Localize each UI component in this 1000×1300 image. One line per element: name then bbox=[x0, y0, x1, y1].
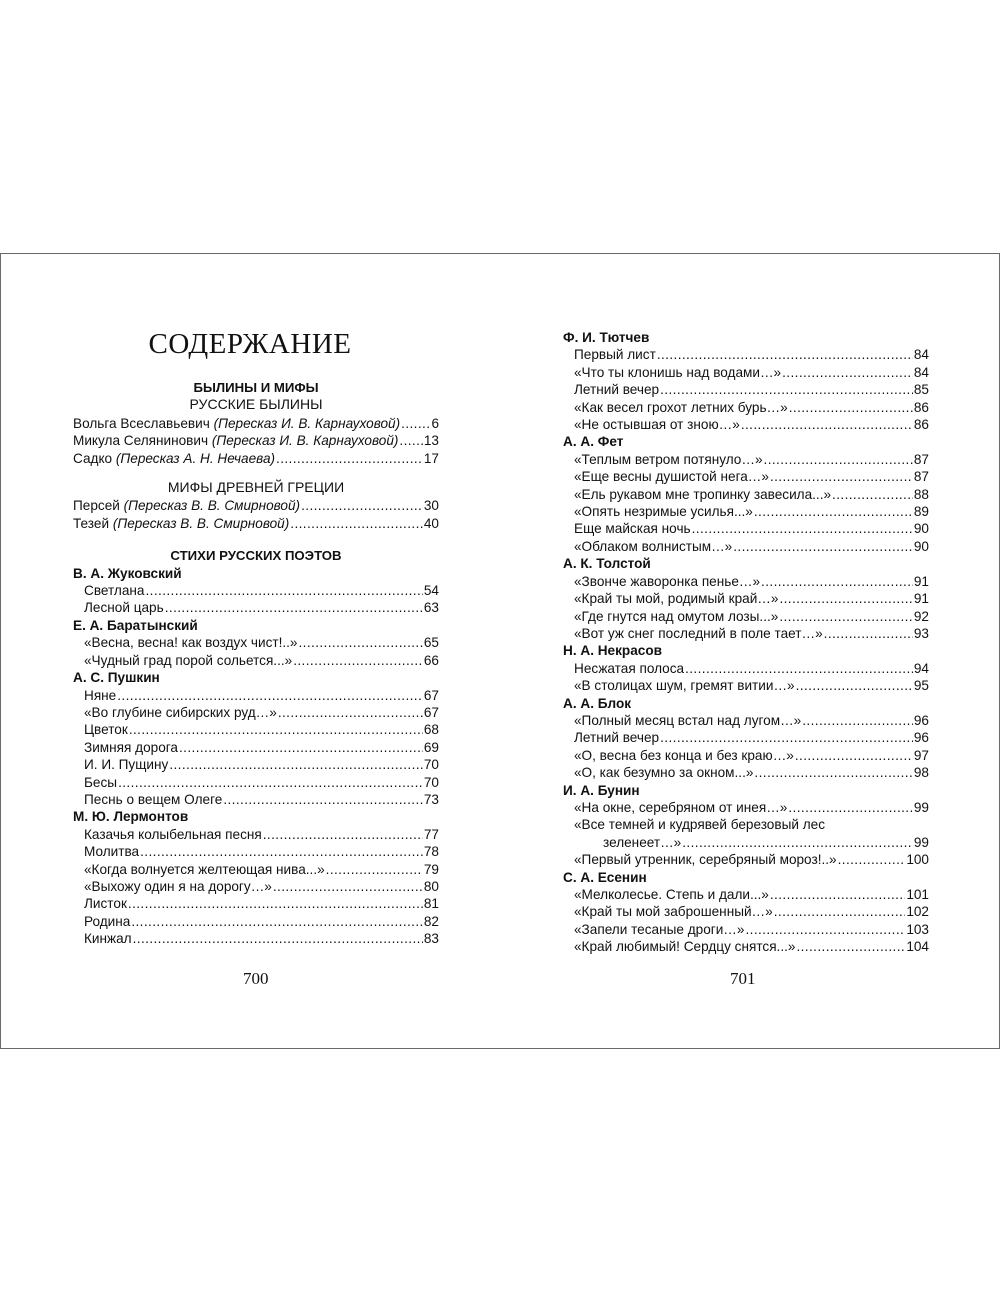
entry-page-number: 30 bbox=[423, 498, 439, 514]
entry-title-text: Несжатая полоса bbox=[574, 660, 685, 676]
author-block bbox=[73, 617, 439, 669]
entry-page-number: 96 bbox=[913, 730, 929, 746]
leader-dots bbox=[795, 747, 913, 764]
leader-dots bbox=[660, 381, 913, 398]
toc-entry[interactable] bbox=[563, 503, 929, 520]
entry-title bbox=[574, 486, 831, 503]
toc-entry[interactable] bbox=[73, 582, 439, 599]
entry-page-number: 69 bbox=[423, 739, 439, 755]
author-name: С. А. Есенин bbox=[563, 869, 647, 885]
toc-entry[interactable] bbox=[73, 450, 439, 467]
entry-title-text: «Еще весны душистой нега…» bbox=[574, 469, 769, 485]
toc-group bbox=[73, 396, 439, 467]
toc-entry[interactable] bbox=[563, 938, 929, 955]
author-name: Ф. И. Тютчев bbox=[563, 330, 650, 345]
leader-dots bbox=[169, 756, 423, 773]
section-heading: БЫЛИНЫ И МИФЫ bbox=[193, 380, 319, 395]
section-poets bbox=[73, 547, 439, 947]
entry-title-text: «В столицах шум, гремят витии…» bbox=[574, 678, 795, 694]
entry-title-text: «Вот уж снег последний в поле тает…» bbox=[574, 625, 823, 641]
entry-title-text: «Ель рукавом мне тропинку завесила...» bbox=[574, 486, 832, 502]
toc-entry[interactable] bbox=[563, 364, 929, 381]
entry-title bbox=[574, 712, 801, 729]
toc-entry[interactable] bbox=[563, 921, 929, 938]
entry-title-text: Светлана bbox=[84, 583, 145, 599]
entry-title bbox=[84, 826, 262, 843]
entry-title bbox=[574, 938, 795, 955]
toc-entry[interactable] bbox=[73, 878, 439, 895]
entry-title bbox=[73, 450, 275, 467]
entry-page-number: 101 bbox=[906, 887, 929, 902]
entry-title bbox=[84, 861, 325, 878]
entry-title bbox=[574, 677, 795, 694]
toc-entry[interactable] bbox=[73, 515, 439, 532]
author-block bbox=[73, 669, 439, 808]
entry-title bbox=[84, 913, 130, 930]
toc-entry[interactable] bbox=[563, 625, 929, 642]
entry-title-text: «Не остывшая от зною…» bbox=[574, 417, 740, 433]
leader-dots bbox=[298, 634, 422, 651]
entry-title bbox=[84, 774, 117, 791]
leader-dots bbox=[401, 415, 430, 432]
toc-entry[interactable] bbox=[563, 451, 929, 468]
entry-title bbox=[84, 930, 132, 947]
entry-page-number: 102 bbox=[906, 904, 929, 920]
toc-entry[interactable] bbox=[563, 712, 929, 729]
entry-title bbox=[574, 886, 769, 903]
entry-title-text: «О, весна без конца и без краю…» bbox=[574, 747, 794, 763]
toc-entry[interactable] bbox=[73, 432, 439, 449]
entry-page-number: 91 bbox=[913, 573, 929, 589]
leader-dots bbox=[685, 660, 913, 677]
entry-title bbox=[574, 346, 656, 363]
entry-title-text: Зимняя дорога bbox=[84, 739, 178, 755]
author-name: М. Ю. Лермонтов bbox=[73, 809, 189, 825]
entry-title bbox=[84, 756, 168, 773]
toc-entry[interactable] bbox=[563, 799, 929, 816]
author-block bbox=[73, 808, 439, 947]
toc-entry[interactable] bbox=[73, 774, 439, 791]
entry-title bbox=[574, 503, 753, 520]
entry-page-number: 87 bbox=[913, 469, 929, 485]
entry-title-text: Няне bbox=[84, 687, 117, 703]
entry-title-text: Микула Селянинович bbox=[73, 433, 212, 449]
entry-page-number: 13 bbox=[423, 433, 439, 449]
entry-title-text: Лесной царь bbox=[84, 600, 164, 616]
toc-entry[interactable] bbox=[563, 573, 929, 590]
entry-page-number: 77 bbox=[423, 826, 439, 842]
leader-dots bbox=[761, 573, 913, 590]
entry-title-text: «Теплым ветром потянуло…» bbox=[574, 451, 763, 467]
entry-title bbox=[574, 364, 781, 381]
toc-entry[interactable] bbox=[73, 704, 439, 721]
entry-note: (Пересказ И. В. Карнауховой) bbox=[211, 433, 399, 449]
toc-entry[interactable] bbox=[73, 652, 439, 669]
entry-page-number: 103 bbox=[906, 921, 929, 937]
leader-dots bbox=[741, 416, 913, 433]
entry-title bbox=[73, 432, 398, 449]
toc-entry[interactable] bbox=[563, 677, 929, 694]
leader-dots bbox=[692, 520, 913, 537]
entry-page-number: 85 bbox=[913, 382, 929, 398]
entry-title-text: «Весна, весна! как воздух чист!..» bbox=[84, 635, 298, 651]
author-block bbox=[563, 695, 929, 782]
entry-title bbox=[574, 625, 823, 642]
entry-title-text: Первый лист bbox=[574, 347, 656, 363]
toc-entry[interactable] bbox=[563, 660, 929, 677]
leader-dots bbox=[774, 903, 906, 920]
leader-dots bbox=[223, 791, 423, 808]
leader-dots bbox=[140, 843, 423, 860]
toc-entry[interactable] bbox=[73, 843, 439, 860]
leader-dots bbox=[128, 895, 423, 912]
entry-title bbox=[84, 721, 128, 738]
entry-page-number: 87 bbox=[913, 451, 929, 467]
author-name: А. А. Блок bbox=[563, 695, 632, 711]
entry-page-number: 70 bbox=[423, 757, 439, 773]
entry-title-text: Молитва bbox=[84, 844, 140, 860]
entry-title-text: Родина bbox=[84, 913, 131, 929]
entry-title-text: Еще майская ночь bbox=[574, 521, 691, 537]
toc-entry[interactable] bbox=[73, 756, 439, 773]
entry-title-text: «Звонче жаворонка пенье…» bbox=[574, 573, 761, 589]
entry-title-text: «Когда волнуется желтеющая нива...» bbox=[84, 861, 325, 877]
toc-entry[interactable] bbox=[73, 913, 439, 930]
leader-dots bbox=[754, 764, 912, 781]
entry-page-number: 79 bbox=[423, 861, 439, 877]
entry-title-text: «Что ты клонишь над водами…» bbox=[574, 364, 782, 380]
entry-title-text: «Как весел грохот летних бурь…» bbox=[574, 399, 788, 415]
entry-page-number: 86 bbox=[913, 399, 929, 415]
toc-entry[interactable] bbox=[563, 590, 929, 607]
toc-entry[interactable] bbox=[563, 886, 929, 903]
leader-dots bbox=[133, 930, 423, 947]
entry-title bbox=[574, 573, 760, 590]
page-number-left: 700 bbox=[243, 969, 269, 988]
entry-page-number: 54 bbox=[423, 583, 439, 599]
entry-page-number: 81 bbox=[423, 896, 439, 912]
leader-dots bbox=[660, 729, 913, 746]
entry-page-number: 90 bbox=[913, 521, 929, 537]
entry-page-number: 96 bbox=[913, 712, 929, 728]
entry-title bbox=[574, 764, 753, 781]
entry-page-number: 63 bbox=[423, 600, 439, 616]
leader-dots bbox=[788, 799, 913, 816]
leader-dots bbox=[326, 861, 423, 878]
entry-page-number: 94 bbox=[913, 660, 929, 676]
toc-entry[interactable] bbox=[563, 538, 929, 555]
entry-title bbox=[574, 468, 769, 485]
entry-page-number: 78 bbox=[423, 844, 439, 860]
group-heading: МИФЫ ДРЕВНЕЙ ГРЕЦИИ bbox=[167, 479, 345, 496]
entry-title-text: Летний вечер bbox=[574, 730, 660, 746]
entry-title-text: «Опять незримые усилья...» bbox=[574, 504, 753, 520]
entry-title bbox=[84, 582, 144, 599]
entry-title-text: Песнь о вещем Олеге bbox=[84, 791, 223, 807]
leader-dots bbox=[117, 687, 423, 704]
leader-dots bbox=[273, 878, 423, 895]
leader-dots bbox=[770, 468, 913, 485]
leader-dots bbox=[179, 739, 423, 756]
entry-page-number: 17 bbox=[423, 450, 439, 466]
entry-page-number: 88 bbox=[913, 486, 929, 502]
toc-entry[interactable] bbox=[563, 468, 929, 485]
leader-dots bbox=[129, 721, 423, 738]
leader-dots bbox=[782, 364, 913, 381]
leader-dots bbox=[131, 913, 423, 930]
entry-title bbox=[574, 729, 659, 746]
author-name: И. А. Бунин bbox=[563, 782, 640, 798]
entry-title-text: Листок bbox=[84, 896, 127, 912]
entry-title bbox=[84, 599, 164, 616]
entry-page-number: 100 bbox=[906, 852, 929, 868]
entry-page-number: 95 bbox=[913, 678, 929, 694]
section-heading: СТИХИ РУССКИХ ПОЭТОВ bbox=[170, 548, 342, 564]
entry-page-number: 6 bbox=[431, 415, 439, 431]
entry-page-number: 40 bbox=[423, 515, 439, 531]
entry-title bbox=[84, 739, 178, 756]
entry-note: (Пересказ И. В. Карнауховой) bbox=[213, 415, 401, 431]
leader-dots bbox=[745, 921, 905, 938]
entry-title-text: Садко bbox=[73, 450, 116, 466]
entry-title-text: «Облаком волнистым…» bbox=[574, 538, 733, 554]
entry-title-text: Бесы bbox=[84, 774, 118, 790]
entry-page-number: 86 bbox=[913, 417, 929, 433]
entry-title bbox=[574, 520, 691, 537]
toc-entry[interactable] bbox=[73, 895, 439, 912]
toc-entry[interactable] bbox=[73, 497, 439, 514]
entry-title-text: зеленеет…» bbox=[603, 834, 682, 850]
entry-title-line: «Все темней и кудрявей березовый лес bbox=[574, 817, 825, 833]
leader-dots bbox=[779, 590, 912, 607]
entry-title bbox=[84, 878, 272, 895]
entry-title bbox=[574, 608, 778, 625]
entry-title bbox=[574, 590, 778, 607]
entry-note: (Пересказ В. В. Смирновой) bbox=[112, 515, 290, 531]
entry-title bbox=[574, 903, 773, 920]
toc-entry[interactable] bbox=[563, 381, 929, 398]
entry-page-number: 99 bbox=[913, 834, 929, 850]
entry-title bbox=[73, 497, 300, 514]
entry-page-number: 98 bbox=[913, 765, 929, 781]
entry-title bbox=[574, 747, 794, 764]
entry-title-text: «Край любимый! Сердцу снятся...» bbox=[574, 939, 796, 955]
leader-dots bbox=[764, 451, 913, 468]
leader-dots bbox=[796, 677, 913, 694]
entry-page-number: 104 bbox=[906, 939, 929, 955]
toc-entry[interactable] bbox=[563, 520, 929, 537]
entry-title-text: «О, как безумно за окном...» bbox=[574, 765, 754, 781]
entry-title-text: «Полный месяц встал над лугом…» bbox=[574, 712, 802, 728]
leader-dots bbox=[838, 851, 906, 868]
leader-dots bbox=[796, 938, 905, 955]
entry-title bbox=[574, 851, 837, 868]
entry-title-text: Персей bbox=[73, 498, 124, 514]
leader-dots bbox=[754, 503, 913, 520]
author-block bbox=[563, 329, 929, 433]
author-block bbox=[563, 433, 929, 555]
entry-page-number: 80 bbox=[423, 878, 439, 894]
entry-title-text: «Во глубине сибирских руд…» bbox=[84, 704, 277, 720]
leader-dots bbox=[779, 608, 913, 625]
leader-dots bbox=[145, 582, 422, 599]
entry-page-number: 99 bbox=[913, 799, 929, 815]
toc-entry[interactable] bbox=[73, 826, 439, 843]
author-name: А. С. Пушкин bbox=[73, 670, 160, 686]
toc-entry[interactable] bbox=[73, 861, 439, 878]
entry-title bbox=[574, 921, 744, 938]
toc-entry[interactable] bbox=[563, 834, 929, 851]
entry-title bbox=[574, 416, 740, 433]
entry-page-number: 84 bbox=[913, 347, 929, 363]
entry-title bbox=[84, 652, 292, 669]
entry-title-text: «Чудный град порой сольется...» bbox=[84, 652, 293, 668]
author-name: Н. А. Некрасов bbox=[563, 643, 663, 659]
entry-title-text: «Где гнутся над омутом лозы...» bbox=[574, 608, 779, 624]
toc-entry[interactable] bbox=[73, 739, 439, 756]
toc-entry[interactable] bbox=[563, 851, 929, 868]
group-heading: РУССКИЕ БЫЛИНЫ bbox=[189, 396, 323, 413]
toc-entry[interactable] bbox=[73, 687, 439, 704]
entry-page-number: 97 bbox=[913, 747, 929, 763]
toc-entry[interactable] bbox=[563, 416, 929, 433]
entry-title-text: «Запели тесаные дроги…» bbox=[574, 921, 745, 937]
entry-title bbox=[84, 843, 139, 860]
entry-title-text: «Мелколесье. Степь и дали...» bbox=[574, 887, 769, 902]
entry-title bbox=[84, 704, 277, 721]
leader-dots bbox=[263, 826, 423, 843]
author-name: А. А. Фет bbox=[563, 434, 624, 450]
entry-page-number: 83 bbox=[423, 931, 439, 947]
entry-page-number: 92 bbox=[913, 608, 929, 624]
entry-page-number: 90 bbox=[913, 538, 929, 554]
entry-title-text: Казачья колыбельная песня bbox=[84, 826, 262, 842]
leader-dots bbox=[682, 834, 913, 851]
leader-dots bbox=[789, 399, 913, 416]
entry-title bbox=[84, 791, 222, 808]
toc-entry[interactable] bbox=[73, 599, 439, 616]
page-number-right: 701 bbox=[730, 969, 756, 988]
entry-title bbox=[574, 799, 787, 816]
entry-note: (Пересказ А. Н. Нечаева) bbox=[115, 450, 276, 466]
toc-entry[interactable] bbox=[73, 721, 439, 738]
entry-page-number: 66 bbox=[423, 652, 439, 668]
leader-dots bbox=[165, 599, 423, 616]
entry-title-text: И. И. Пущину bbox=[84, 757, 169, 773]
author-name: Е. А. Баратынский bbox=[73, 617, 198, 633]
author-block bbox=[563, 555, 929, 642]
entry-page-number: 67 bbox=[423, 687, 439, 703]
entry-title-text: Вольга Всеславьевич bbox=[73, 415, 214, 431]
leader-dots bbox=[832, 486, 913, 503]
leader-dots bbox=[276, 450, 423, 467]
entry-title bbox=[574, 538, 732, 555]
leader-dots bbox=[278, 704, 423, 721]
entry-title bbox=[574, 399, 788, 416]
toc-entry[interactable] bbox=[563, 903, 929, 920]
toc-entry[interactable] bbox=[73, 415, 439, 432]
leader-dots bbox=[824, 625, 913, 642]
entry-title-text: «Край ты мой, родимый край…» bbox=[574, 591, 779, 607]
entry-title-text: Кинжал bbox=[84, 931, 132, 947]
entry-page-number: 91 bbox=[913, 591, 929, 607]
entry-title-text: Летний вечер bbox=[574, 382, 660, 398]
entry-title bbox=[73, 415, 400, 432]
author-name: А. К. Толстой bbox=[563, 556, 651, 572]
toc-entry[interactable] bbox=[563, 608, 929, 625]
toc-entry[interactable] bbox=[563, 486, 929, 503]
leader-dots bbox=[802, 712, 913, 729]
section-byliny bbox=[73, 379, 439, 532]
author-block bbox=[73, 565, 439, 617]
entry-page-number: 82 bbox=[423, 913, 439, 929]
entry-page-number: 70 bbox=[423, 774, 439, 790]
left-page-toc bbox=[73, 327, 439, 948]
entry-title bbox=[574, 660, 684, 677]
toc-entry[interactable] bbox=[73, 634, 439, 651]
leader-dots bbox=[301, 497, 423, 514]
author-block bbox=[563, 869, 929, 956]
toc-entry[interactable] bbox=[563, 747, 929, 764]
entry-page-number: 67 bbox=[423, 704, 439, 720]
entry-title bbox=[574, 381, 659, 398]
entry-title-text: «Край ты мой заброшенный…» bbox=[574, 904, 773, 920]
author-block bbox=[563, 782, 929, 869]
entry-title-text: «Первый утренник, серебряный мороз!..» bbox=[574, 852, 837, 868]
toc-entry[interactable] bbox=[73, 930, 439, 947]
entry-page-number: 84 bbox=[913, 364, 929, 380]
entry-title-text: «Выхожу один я на дорогу…» bbox=[84, 878, 272, 894]
entry-title bbox=[574, 451, 763, 468]
author-name: В. А. Жуковский bbox=[73, 565, 182, 581]
entry-title bbox=[84, 687, 116, 704]
right-page-toc bbox=[563, 329, 929, 956]
entry-page-number: 93 bbox=[913, 625, 929, 641]
entry-page-number: 73 bbox=[423, 791, 439, 807]
toc-entry[interactable] bbox=[563, 346, 929, 363]
toc-group bbox=[73, 479, 439, 532]
toc-entry[interactable] bbox=[563, 729, 929, 746]
toc-entry[interactable] bbox=[563, 399, 929, 416]
toc-entry[interactable] bbox=[73, 791, 439, 808]
entry-title-text: Тезей bbox=[73, 515, 113, 531]
leader-dots bbox=[118, 774, 423, 791]
entry-title bbox=[84, 634, 297, 651]
entry-title-text: «На окне, серебряном от инея…» bbox=[574, 799, 788, 815]
entry-title bbox=[603, 834, 681, 851]
leader-dots bbox=[290, 515, 423, 532]
entry-note: (Пересказ В. В. Смирновой) bbox=[123, 498, 301, 514]
entry-page-number: 89 bbox=[913, 504, 929, 520]
leader-dots bbox=[293, 652, 423, 669]
page-title: СОДЕРЖАНИЕ bbox=[148, 328, 352, 360]
leader-dots bbox=[657, 346, 913, 363]
entry-title-text: Цветок bbox=[84, 722, 128, 738]
leader-dots bbox=[733, 538, 913, 555]
entry-page-number: 65 bbox=[423, 635, 439, 651]
toc-entry[interactable] bbox=[563, 764, 929, 781]
leader-dots bbox=[770, 886, 905, 903]
entry-title bbox=[84, 895, 127, 912]
entry-page-number: 68 bbox=[423, 722, 439, 738]
author-block bbox=[563, 642, 929, 694]
leader-dots bbox=[399, 432, 422, 449]
entry-title bbox=[73, 515, 289, 532]
